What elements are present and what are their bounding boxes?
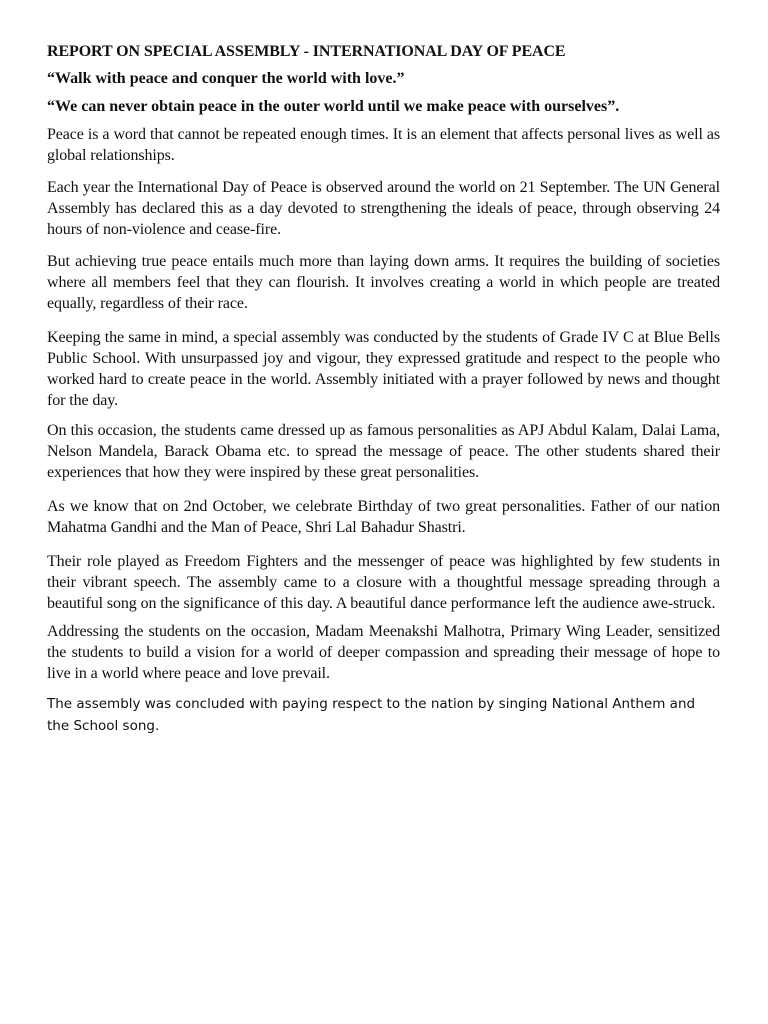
paragraph-october-birthdays: As we know that on 2nd October, we celebrate Birthday of two great personalities. Father of our nation Mahatma Gandhi and the Man of Peace, Shri Lal Bahadur Shastri. [47, 498, 720, 536]
paragraph-true-peace: But achieving true peace entails much more than laying down arms. It requires the building of societies where all members feel that they can flourish. It involves creating a world in which people are treated equally, regardless of their race. [47, 253, 720, 312]
quote-peace-love: “Walk with peace and conquer the world with love.” [47, 70, 405, 87]
paragraph-address: Addressing the students on the occasion, Madam Meenakshi Malhotra, Primary Wing Leader, sensitized the students to build a vision for a world of deeper compassion and spreading their message of hope to live in a world where peace and love prevail. [47, 623, 720, 682]
report-body [47, 41, 720, 737]
paragraph-international-day: Each year the International Day of Peace is observed around the world on 21 September. The UN General Assembly has declared this as a day devoted to strengthening the ideals of peace, through observing 24 hours of non-violence and cease-fire. [47, 179, 720, 238]
paragraph-conclusion: The assembly was concluded with paying respect to the nation by singing National Anthem and the School song. [47, 696, 696, 734]
paragraph-peace-definition: Peace is a word that cannot be repeated enough times. It is an element that affects personal lives as well as global relationships. [47, 126, 720, 164]
paragraph-freedom-fighters: Their role played as Freedom Fighters and the messenger of peace was highlighted by few students in their vibrant speech. The assembly came to a closure with a thoughtful message spreading through a beautiful song on the significance of this day. A beautiful dance performance left the audience awe-struck. [47, 553, 720, 612]
report-title: REPORT ON SPECIAL ASSEMBLY - INTERNATIONAL DAY OF PEACE [47, 43, 566, 60]
paragraph-special-assembly: Keeping the same in mind, a special assembly was conducted by the students of Grade IV C at Blue Bells Public School. With unsurpassed joy and vigour, they expressed gratitude and respect to the people who worked hard to create peace in the world. Assembly initiated with a prayer followed by news and thought for the day. [47, 329, 720, 409]
paragraph-personalities: On this occasion, the students came dressed up as famous personalities as APJ Abdul Kalam, Dalai Lama, Nelson Mandela, Barack Obama etc. to spread the message of peace. The other students shared their experiences that how they were inspired by these great personalities. [47, 422, 720, 481]
quote-inner-peace: “We can never obtain peace in the outer world until we make peace with ourselves”. [47, 98, 620, 115]
